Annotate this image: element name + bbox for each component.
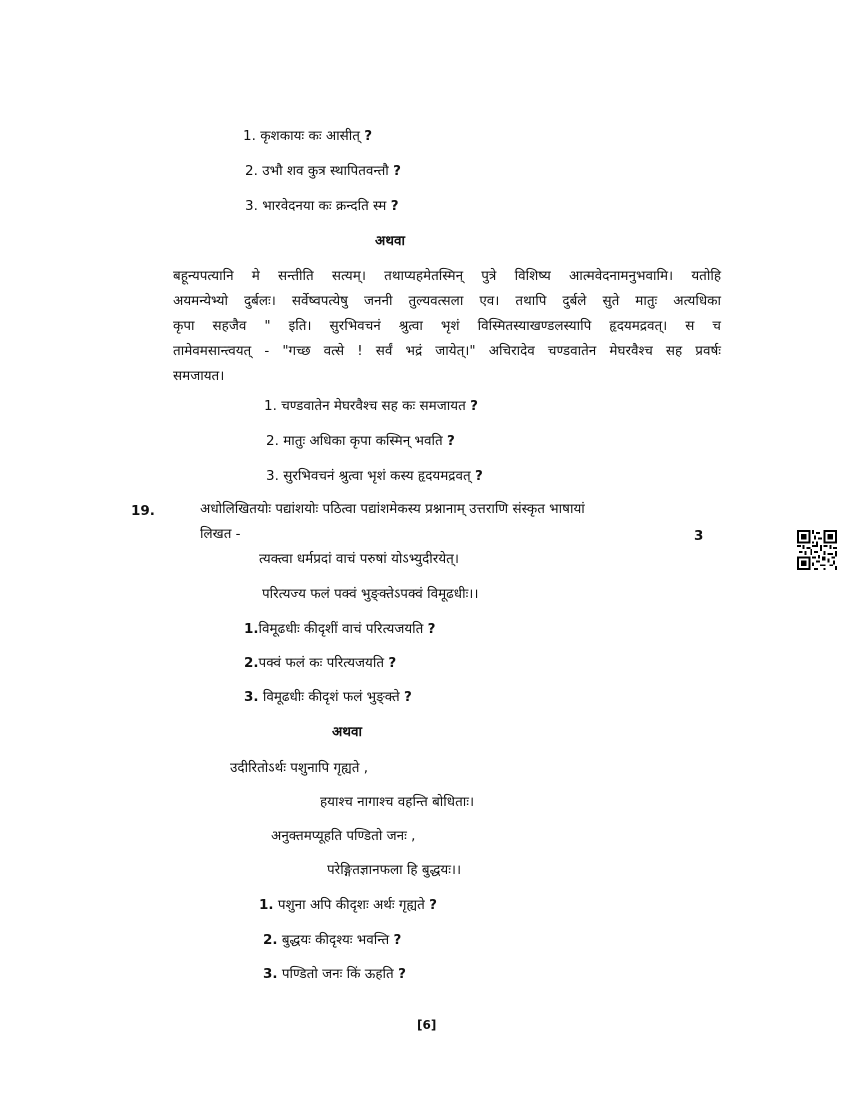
athava-heading: अथवा xyxy=(375,233,405,249)
passage-question-3: 3. सुरभिवचनं श्रुत्वा भृशं कस्य हृदयमद्रवत् ? xyxy=(266,468,483,484)
verse-question-1: 1.विमूढधीः कीदृशीं वाचं परित्यजयति ? xyxy=(244,621,436,637)
athava-heading: अथवा xyxy=(332,724,362,740)
verse-line: हयाश्च नागाश्च वहन्ति बोधिताः। xyxy=(320,794,475,810)
passage-line: कृपा सहजैव " इति। सुरभिवचनं श्रुत्वा भृशं विस्मितस्याखण्डलस्यापि हृदयमद्रवत्। स च xyxy=(173,318,721,334)
verse-line: अनुक्तमप्यूहति पण्डितो जनः , xyxy=(271,828,416,844)
verse-line: उदीरितोऽर्थः पशुनापि गृह्यते , xyxy=(230,760,369,776)
verse-question-2: 2. बुद्धयः कीदृश्यः भवन्ति ? xyxy=(263,932,402,948)
verse-line: त्यक्त्वा धर्मप्रदां वाचं परुषां योऽभ्युदीरयेत्। xyxy=(259,551,459,567)
question-1: 1. कृशकायः कः आसीत् ? xyxy=(243,128,373,144)
verse-question-1: 1. पशुना अपि कीदृशः अर्थः गृह्यते ? xyxy=(259,897,437,913)
passage-question-1: 1. चण्डवातेन मेघरवैश्च सह कः समजायत ? xyxy=(264,398,478,414)
passage xyxy=(173,264,721,389)
passage-line: तामेवमसान्त्वयत् - "गच्छ वत्से ! सर्वं भद्रं जायेत्।" अचिरादेव चण्डवातेन मेघरवैश्च सह प्रवर्षः xyxy=(173,343,721,359)
passage-question-2: 2. मातुः अधिका कृपा कस्मिन् भवति ? xyxy=(266,433,455,449)
verse-question-3: 3. विमूढधीः कीदृशं फलं भुङ्क्ते ? xyxy=(244,689,412,705)
question-2: 2. उभौ शव कुत्र स्थापितवन्तौ ? xyxy=(245,163,401,179)
passage-line: बहून्यपत्यानि मे सन्तीति सत्यम्। तथाप्यहमेतस्मिन् पुत्रे विशिष्य आत्मवेदनामनुभवामि। यतोहि xyxy=(173,268,721,284)
q19-instruction-cont: लिखत - xyxy=(200,526,241,542)
qr-code-icon xyxy=(797,530,837,570)
verse-question-2: 2.पक्वं फलं कः परित्यजयति ? xyxy=(244,655,397,671)
question-3: 3. भारवेदनया कः क्रन्दति स्म ? xyxy=(245,198,399,214)
marks: 3 xyxy=(694,528,704,544)
question-number: 19. xyxy=(131,503,155,519)
q19-instruction: अधोलिखितयोः पद्यांशयोः पठित्वा पद्यांशमेकस्य प्रश्नानाम् उत्तराणि संस्कृत भाषायां xyxy=(200,501,585,517)
verse-question-3: 3. पण्डितो जनः किं ऊहति ? xyxy=(263,966,406,982)
page-number: [6] xyxy=(417,1018,437,1032)
passage-line: समजायत। xyxy=(173,368,225,384)
verse-line: परेङ्गितज्ञानफला हि बुद्धयः।। xyxy=(327,862,462,878)
passage-line: अयमन्येभ्यो दुर्बलः। सर्वेष्वपत्येषु जननी तुल्यवत्सला एव। तथापि दुर्बले सुते मातुः अत्यधिका xyxy=(173,293,721,309)
verse-line: परित्यज्य फलं पक्वं भुङ्क्तेऽपक्वं विमूढधीः।। xyxy=(262,586,479,602)
